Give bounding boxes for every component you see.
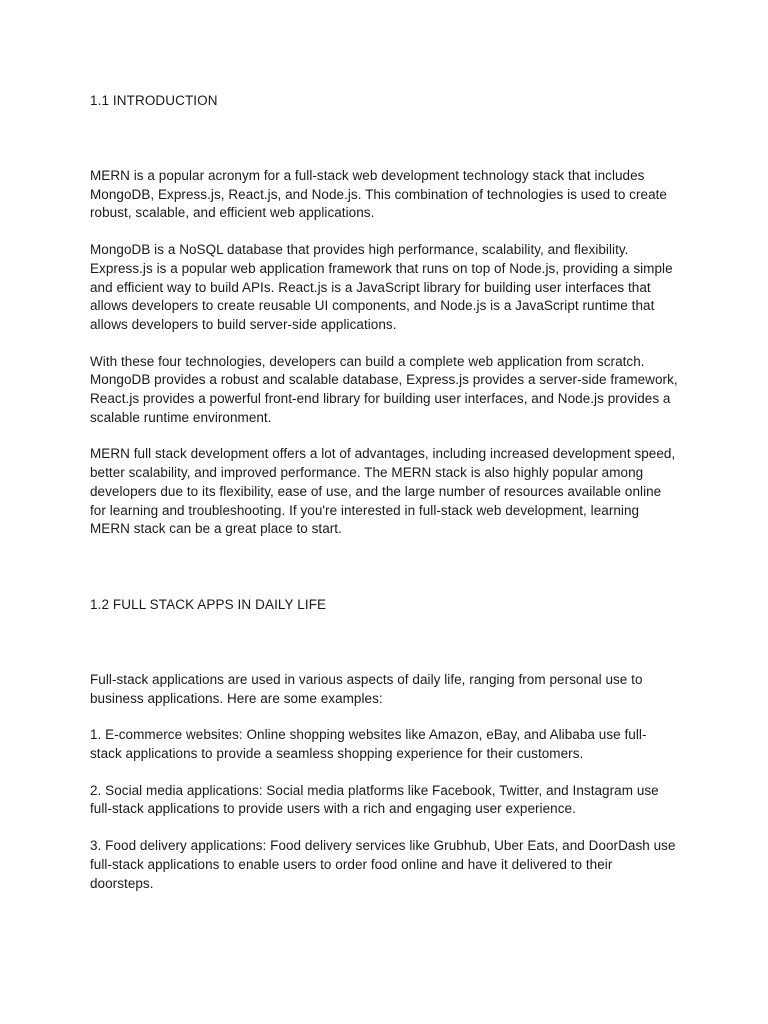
- list-item-social-media: 2. Social media applications: Social media platforms like Facebook, Twitter, and Instagram use full-stack applications to provide users with a rich and engaging user experience.: [90, 782, 659, 817]
- paragraph-daily-life-intro: Full-stack applications are used in various aspects of daily life, ranging from personal use to business applications. Here are some examples:: [90, 671, 643, 706]
- paragraph-four-technologies: With these four technologies, developers can build a complete web application from scratch. MongoDB provides a robust and scalable database, Express.js provides a server-side framework, React.js provides a powerful front-end library for building user interfaces, and Node.js provides a scalable runtime environment.: [90, 353, 678, 425]
- list-item-ecommerce: 1. E-commerce websites: Online shopping websites like Amazon, eBay, and Alibaba use full-stack applications to provide a seamless shopping experience for their customers.: [90, 727, 647, 762]
- paragraph-mern-components: MongoDB is a NoSQL database that provides high performance, scalability, and flexibility. Express.js is a popular web application framework that runs on top of Node.js, providing a simple and efficient way to build APIs. React.js is a JavaScript library for building user interfaces that allows developers to create reusable UI components, and Node.js is a JavaScript runtime that allows developers to build server-side applications.: [90, 242, 673, 332]
- section-heading-daily-life: 1.2 FULL STACK APPS IN DAILY LIFE: [90, 596, 327, 612]
- section-heading-introduction: 1.1 INTRODUCTION: [90, 93, 218, 108]
- paragraph-mern-advantages: MERN full stack development offers a lot of advantages, including increased development speed, better scalability, and improved performance. The MERN stack is also highly popular among developers due to its flexibility, ease of use, and the large number of resources available online for learning and troubleshooting. If you're interested in full-stack web development, learning MERN stack can be a great place to start.: [90, 446, 676, 537]
- paragraph-mern-definition: MERN is a popular acronym for a full-stack web development technology stack that includes MongoDB, Express.js, React.js, and Node.js. This combination of technologies is used to create robust, scalable, and efficient web applications.: [90, 168, 667, 221]
- list-item-food-delivery: 3. Food delivery applications: Food delivery services like Grubhub, Uber Eats, and DoorDash use full-stack applications to enable users to order food online and have it delivered to their doorsteps.: [90, 838, 676, 891]
